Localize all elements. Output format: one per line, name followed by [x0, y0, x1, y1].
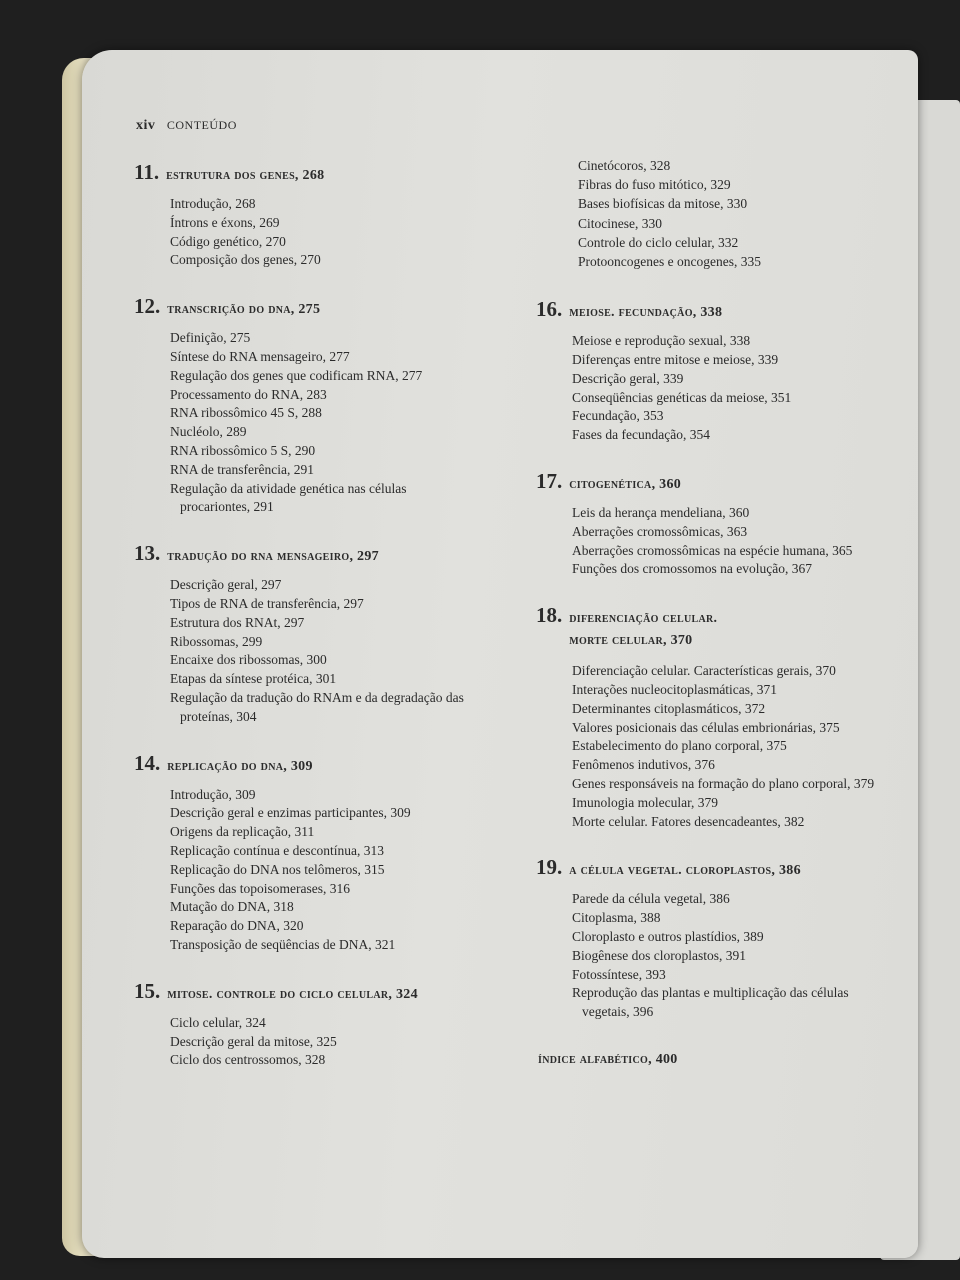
chapter-number: 17.	[536, 469, 563, 493]
toc-entry: Valores posicionais das células embrionárias, 375	[572, 719, 840, 735]
chapter-number: 11.	[134, 160, 160, 184]
running-title: CONTEÚDO	[166, 118, 237, 132]
chapter-number: 18.	[536, 603, 563, 628]
toc-entry: Descrição geral, 339	[572, 370, 684, 386]
chapter-17	[536, 469, 916, 579]
index-heading: índice alfabético, 400	[538, 1051, 678, 1067]
chapter-12	[134, 294, 506, 517]
toc-entry: Interações nucleocitoplasmáticas, 371	[572, 681, 778, 697]
chapter-title: diferenciação celular. morte celular, 370	[569, 611, 718, 649]
toc-entry: Funções das topoisomerases, 316	[170, 880, 350, 896]
toc-entry: Fotossíntese, 393	[572, 966, 666, 982]
chapter-title: mitose. controle do ciclo celular, 324	[167, 986, 418, 1002]
toc-entry-continuation: vegetais, 396	[582, 1004, 654, 1020]
toc-entry: Ribossomas, 299	[170, 633, 263, 649]
toc-entry: RNA ribossômico 45 S, 288	[170, 405, 322, 421]
chapter-11	[134, 160, 506, 270]
toc-entry: Regulação da tradução do RNAm e da degradação das	[170, 689, 464, 705]
toc-entry-continuation: proteínas, 304	[180, 708, 257, 724]
chapter-15-continued	[536, 156, 916, 271]
toc-entry: Diferenciação celular. Características gerais, 370	[572, 663, 836, 679]
toc-entry: Determinantes citoplasmáticos, 372	[572, 700, 766, 716]
toc-entry: Processamento do RNA, 283	[170, 386, 327, 402]
chapter-title: replicação do dna, 309	[167, 758, 313, 774]
chapter-title: meiose. fecundação, 338	[569, 305, 723, 321]
toc-entry: Regulação da atividade genética nas células	[170, 480, 407, 496]
chapter-14	[134, 751, 506, 955]
toc-entry: Composição dos genes, 270	[170, 252, 321, 268]
toc-entry: Diferenças entre mitose e meiose, 339	[572, 352, 779, 368]
toc-entry: Reparação do DNA, 320	[170, 918, 304, 934]
toc-entry: Parede da célula vegetal, 386	[572, 891, 730, 907]
chapter-19	[536, 855, 916, 1022]
toc-entry: Genes responsáveis na formação do plano corporal, 379	[572, 775, 875, 791]
chapter-entries	[134, 576, 506, 726]
toc-entry: Citoplasma, 388	[572, 910, 661, 926]
toc-entry-continuation: procariontes, 291	[180, 499, 274, 515]
toc-entry: Morte celular. Fatores desencadeantes, 382	[572, 813, 805, 829]
toc-entry: Estabelecimento do plano corporal, 375	[572, 738, 787, 754]
chapter-entries	[134, 195, 506, 270]
chapter-entries	[536, 504, 916, 579]
toc-entry: Nucléolo, 289	[170, 424, 247, 440]
toc-entry: Regulação dos genes que codificam RNA, 277	[170, 367, 423, 383]
toc-entry: Descrição geral da mitose, 325	[170, 1033, 337, 1049]
toc-entry: Cloroplasto e outros plastídios, 389	[572, 928, 764, 944]
right-column	[536, 156, 916, 1068]
chapter-entries	[134, 329, 506, 517]
toc-entry: Imunologia molecular, 379	[572, 794, 719, 810]
chapter-15	[134, 979, 506, 1070]
toc-entry: Fecundação, 353	[572, 408, 664, 424]
toc-entry: Etapas da síntese protéica, 301	[170, 671, 337, 687]
toc-entry: Bases biofísicas da mitose, 330	[578, 196, 748, 212]
chapter-entries	[536, 662, 916, 831]
toc-entry: Fases da fecundação, 354	[572, 427, 710, 443]
toc-entry: Introdução, 268	[170, 196, 256, 211]
toc-entry: Leis da herança mendeliana, 360	[572, 505, 750, 520]
toc-entry: Descrição geral e enzimas participantes, 309	[170, 805, 411, 821]
toc-entry: Replicação contínua e descontínua, 313	[170, 842, 385, 858]
toc-entry: Biogênese dos cloroplastos, 391	[572, 947, 746, 963]
chapter-number: 16.	[536, 297, 563, 322]
toc-entry: RNA de transferência, 291	[170, 461, 314, 477]
chapter-entries	[536, 332, 916, 445]
chapter-title: citogenética, 360	[569, 477, 682, 492]
left-column	[134, 160, 506, 1094]
toc-entry: Origens da replicação, 311	[170, 824, 315, 840]
toc-entry: Fibras do fuso mitótico, 329	[578, 177, 731, 193]
toc-entry: Ciclo dos centrossomos, 328	[170, 1052, 326, 1068]
toc-entry: Transposição de seqüências de DNA, 321	[170, 936, 396, 952]
toc-entry: Fenômenos indutivos, 376	[572, 757, 715, 773]
toc-entry: Descrição geral, 297	[170, 577, 282, 593]
chapter-entries	[134, 1014, 506, 1070]
toc-entry: Protooncogenes e oncogenes, 335	[578, 254, 761, 270]
toc-entry: Citocinese, 330	[578, 215, 662, 231]
toc-entry: Introdução, 309	[170, 786, 256, 802]
toc-entry: Tipos de RNA de transferência, 297	[170, 595, 364, 611]
toc-entry: RNA ribossômico 5 S, 290	[170, 442, 316, 458]
toc-entry: Cinetócoros, 328	[578, 158, 671, 173]
chapter-title: tradução do rna mensageiro, 297	[167, 549, 379, 565]
chapter-16	[536, 297, 916, 445]
chapter-entries	[536, 890, 916, 1022]
toc-entry: Síntese do RNA mensageiro, 277	[170, 348, 350, 364]
toc-entry: Código genético, 270	[170, 233, 286, 249]
toc-entry: Estrutura dos RNAt, 297	[170, 614, 305, 630]
toc-entry: Ciclo celular, 324	[170, 1014, 266, 1030]
running-head	[136, 118, 237, 134]
toc-entry: Definição, 275	[170, 330, 251, 346]
toc-entry: Funções dos cromossomos na evolução, 367	[572, 561, 812, 577]
toc-entry: Aberrações cromossômicas na espécie humana, 365	[572, 542, 853, 558]
chapter-number: 15.	[134, 978, 161, 1003]
chapter-number: 12.	[134, 294, 161, 319]
toc-entry: Conseqüências genéticas da meiose, 351	[572, 389, 792, 405]
book-page	[82, 50, 918, 1258]
chapter-13	[134, 541, 506, 726]
chapter-number: 19.	[536, 855, 563, 880]
page-number: xiv	[136, 118, 156, 133]
toc-entry: Replicação do DNA nos telômeros, 315	[170, 861, 385, 877]
chapter-title: a célula vegetal. cloroplastos, 386	[569, 863, 801, 879]
chapter-18	[536, 603, 916, 831]
chapter-title: estrutura dos genes, 268	[166, 168, 325, 183]
chapter-number: 14.	[134, 750, 161, 775]
toc-entry: Encaixe dos ribossomas, 300	[170, 652, 327, 668]
chapter-entries	[134, 786, 506, 955]
toc-entry: Aberrações cromossômicas, 363	[572, 523, 748, 539]
toc-entry: Reprodução das plantas e multiplicação das células	[572, 985, 849, 1001]
toc-entry: Controle do ciclo celular, 332	[578, 234, 739, 250]
toc-entry: Meiose e reprodução sexual, 338	[572, 333, 751, 349]
chapter-number: 13.	[134, 541, 161, 566]
toc-entry: Íntrons e éxons, 269	[170, 214, 280, 230]
chapter-title: transcrição do dna, 275	[167, 302, 321, 318]
toc-entry: Mutação do DNA, 318	[170, 899, 294, 915]
